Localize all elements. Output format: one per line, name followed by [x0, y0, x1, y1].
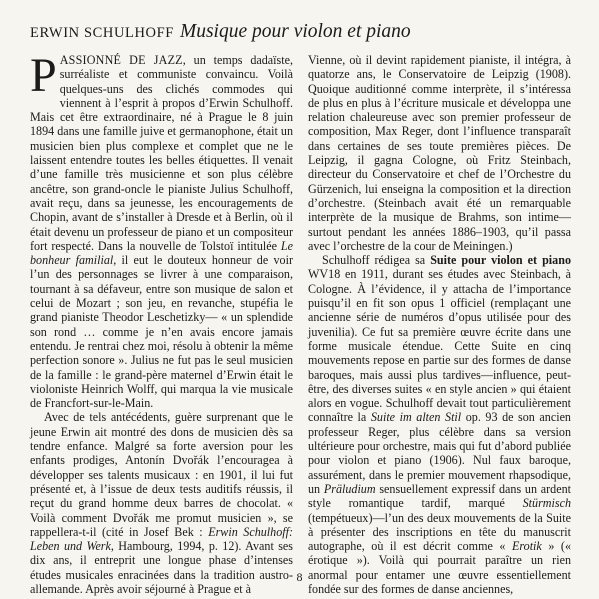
lead-in: ASSIONNÉ DE JAZZ — [59, 53, 183, 67]
tempo-marking: Stürmisch — [522, 496, 571, 511]
paragraph: PASSIONNÉ DE JAZZ, un temps dadaïste, surréaliste et communiste convaincu. Voilà quelques-uns des clichés commodes qui viennent à l’esprit à propos d’Erwin Schulhoff. Mais cet être extraordinaire, né à Prague le 8 juin 1894 dans une famille juive et germanophone, était un musicien bien plus complexe et complet que ne le laissent entendre toutes les belles étiquettes. Il venait d’une famille très musicienne et son plus célèbre ancêtre, son grand-oncle le pianiste Julius Schulhoff, avait reçu, dans sa jeunesse, les encouragements de Chopin, avant de s’installer à Dresde et à Berlin, où il était devenu un professeur de piano et un compositeur fort respecté. Dans la nouvelle de Tolstoï intitulée Le bonheur familial, il eut le douteux honneur de voir l’un des personnages se livrer à une comparaison, tournant à sa défaveur, entre son musique de salon et celui de Mozart ; son jeu, en revanche, stupéfia le grand pianiste Theodor Leschetizky— « un splendide son rond … comme je n’en avais encore jamais entendu. Je rentrai chez moi, résolu à obtenir la même perfection sonore ». Julius ne fut pas le seul musicien de la famille : le grand-père maternel d’Erwin était le violoniste Heinrich Wolff, qui marqua la vie musicale de Francfort-sur-le-Main. — [30, 49, 293, 411]
paragraph: Vienne, où il devint rapidement pianiste, il intégra, à quatorze ans, le Conservatoire de Leipzig (1908). Quoique auditionné comme interprète, il s’intéressa de plus en plus à l’écriture musicale et développa une relation chaleureuse avec son premier professeur de composition, Max Reger, dont l’influence transparaît dans certaines de ses toute premières pièces. De Leipzig, il gagna Cologne, où Fritz Steinbach, directeur du Conservatoire et chef de l’Orchestre du Gürzenich, lui enseigna la composition et la direction d’orchestre. (Steinbach avait été un remarquable interprète de la musique de Brahms, son intime—surtout pendant les années 1886–1903, qu’il passa avec l’orchestre de la cour de Meiningen.) — [308, 53, 571, 253]
composer-name: ERWIN SCHULHOFF — [30, 25, 174, 41]
work-title: Musique pour violon et piano — [179, 21, 411, 42]
book-title: Erwin Schulhoff: Leben und Werk — [30, 524, 293, 554]
movement-name: Präludium — [323, 481, 376, 496]
page-number: 8 — [296, 570, 303, 584]
work-name: Suite pour violon et piano — [430, 253, 571, 268]
right-column — [308, 53, 571, 596]
drop-cap: P — [30, 49, 57, 102]
work-name: Suite im alten Stil — [370, 410, 462, 425]
page-header — [30, 21, 411, 43]
paragraph: Avec de tels antécédents, guère surprenant que le jeune Erwin ait montré des dons de musicien dès sa tendre enfance. Malgré sa forte aversion pour les enfants prodiges, Antonín Dvořák l’encouragea à développer ses talents musicaux : en 1901, il lui fut présenté et, à l’issue de deux tests auditifs réussis, il reçut du grand homme deux barres de chocolat. « Voilà comment Dvořák me promut musicien », se rappellera-t-il (cité in Josef Bek : Erwin Schulhoff: Leben und Werk, Hambourg, 1994, p. 12). Avant ses dix ans, il entreprit une longue phase d’intenses études musicales enracinées dans la tradition austro-allemande. Après avoir séjourné à Prague et à — [30, 410, 293, 596]
left-column — [30, 49, 293, 596]
book-title: Le bonheur familial — [30, 238, 293, 268]
paragraph: Schulhoff rédigea sa Suite pour violon et piano WV18 en 1911, durant ses études avec Steinbach, à Cologne. À l’évidence, il y attacha de l’importance puisqu’il en fit son opus 1 officiel (remplaçant une ancienne série de numéros d’opus utilisée pour des juvenilia). Ce fut sa première œuvre écrite dans une forme musicale étendue. Cette Suite en cinq mouvements repose en partie sur des formes de danse baroques, mais aussi plus tardives—influence, peut-être, des diverses suites « en style ancien » qui étaient alors en vogue. Schulhoff devait tout particulièrement connaître la Suite im alten Stil op. 93 de son ancien professeur Reger, plus célèbre dans sa version ultérieure pour orchestre, mais qui fut d’abord publiée pour violon et piano (1906). Nul faux baroque, assurément, dans le premier mouvement rhapsodique, un Präludium sensuellement expressif dans un ardent style romantique tardif, marqué Stürmisch (tempétueux)—l’un des deux mouvements de la Suite à présenter des inscriptions en tête du manuscrit autographe, où il est décrit comme « Erotik » (« érotique »). Voilà qui pourrait paraître un rien anormal pour entamer une œuvre essentiellement fondée sur des formes de danse anciennes, — [308, 253, 571, 596]
inscription: Erotik — [512, 539, 542, 554]
